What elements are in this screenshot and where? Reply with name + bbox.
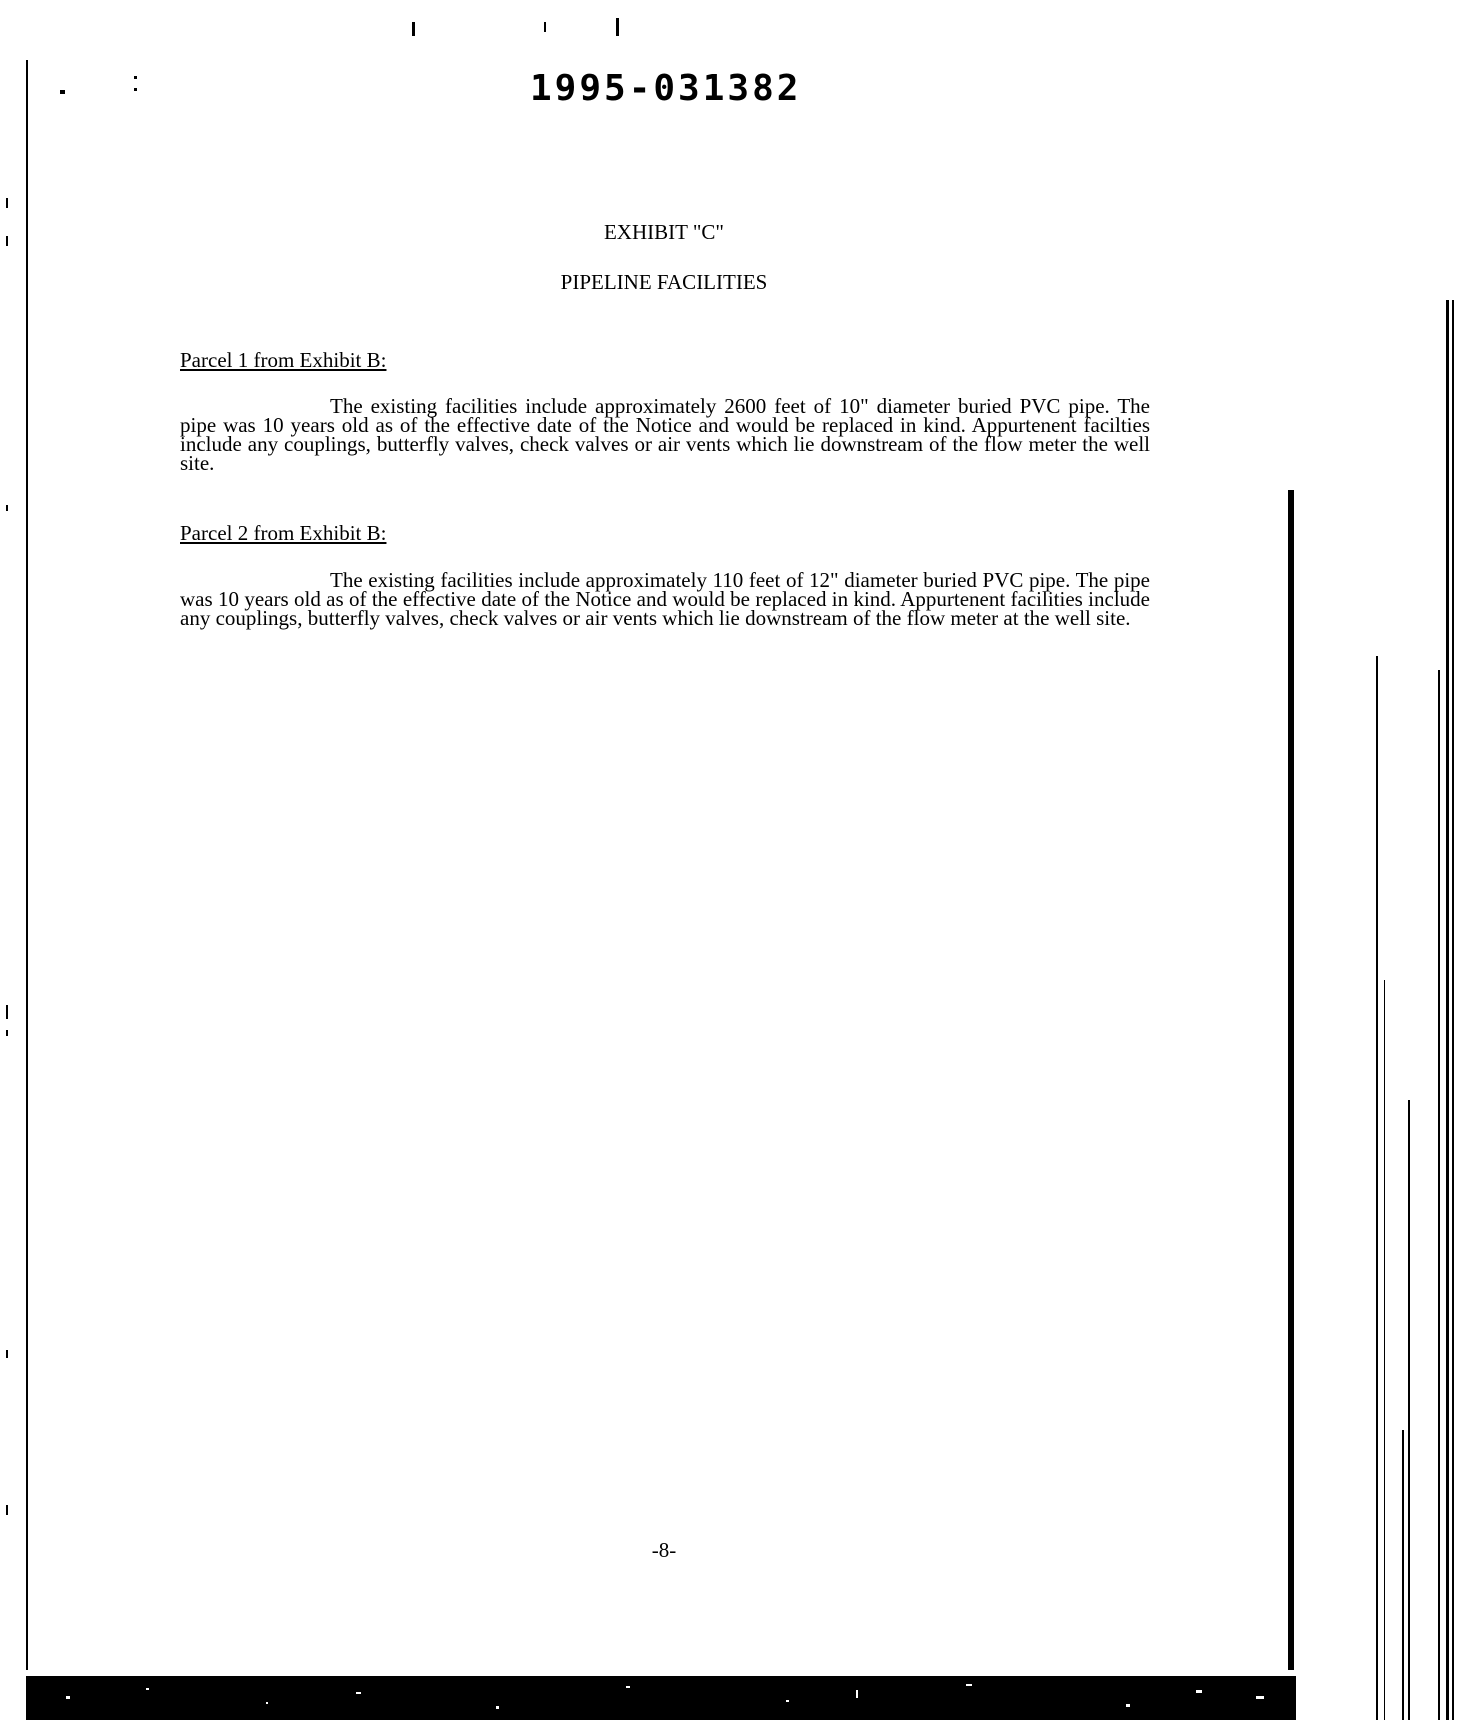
left-scan-edge xyxy=(26,60,28,1670)
scan-speck xyxy=(786,1700,789,1702)
right-scan-edge xyxy=(1408,1100,1410,1720)
right-scan-edge xyxy=(1452,300,1454,1720)
right-scan-edge xyxy=(1288,490,1294,1670)
exhibit-title: EXHIBIT "C" xyxy=(603,220,724,244)
exhibit-subtitle: PIPELINE FACILITIES xyxy=(560,270,768,294)
scan-speck xyxy=(134,76,137,79)
scan-speck xyxy=(6,1005,8,1019)
right-scan-edge xyxy=(1402,1430,1404,1720)
scan-speck xyxy=(266,1702,268,1704)
right-scan-edge xyxy=(1438,670,1440,1720)
scan-speck xyxy=(6,198,8,208)
scan-speck xyxy=(66,1696,70,1699)
bottom-scan-band xyxy=(26,1676,1296,1720)
scan-speck xyxy=(496,1706,499,1709)
parcel-1-heading: Parcel 1 from Exhibit B: xyxy=(180,348,387,372)
scan-speck xyxy=(1256,1696,1264,1699)
scan-speck xyxy=(356,1692,361,1694)
scan-speck xyxy=(626,1686,630,1688)
scan-speck xyxy=(616,18,619,36)
scan-speck xyxy=(1126,1704,1130,1707)
scan-speck xyxy=(6,505,8,511)
scan-speck xyxy=(856,1690,858,1698)
right-scan-edge xyxy=(1384,980,1385,1720)
scan-speck xyxy=(146,1688,149,1690)
scan-speck xyxy=(412,22,415,36)
scan-speck xyxy=(6,1505,8,1515)
parcel-1-body: The existing facilities include approximately 2600 feet of 10" diameter buried PVC pipe. The pipe was 10 years old as of the effective date of the Notice and would be replaced in kind. Appurtenent facilties include any couplings, butterfly valves, check valves or air vents which lie downstream of the flow meter the well site. xyxy=(180,394,1150,475)
scan-speck xyxy=(966,1684,972,1686)
scan-speck xyxy=(134,88,137,91)
document-number: 1995-031382 xyxy=(530,68,802,109)
scan-speck xyxy=(6,1350,8,1358)
scan-speck xyxy=(60,90,65,94)
parcel-2-body: The existing facilities include approximately 110 feet of 12" diameter buried PVC pipe. The pipe was 10 years old as of the effective date of the Notice and would be replaced in kind. Appurtenent facilities include any couplings, butterfly valves, check valves or air vents which lie downstream of the flow meter at the well site. xyxy=(180,568,1150,630)
scan-speck xyxy=(6,1030,8,1036)
scan-speck xyxy=(544,22,546,32)
right-scan-edge xyxy=(1376,656,1378,1720)
right-scan-edge xyxy=(1446,300,1449,1720)
page-number: -8- xyxy=(651,1538,677,1562)
parcel-2-heading: Parcel 2 from Exhibit B: xyxy=(180,521,387,545)
scan-speck xyxy=(1196,1690,1202,1693)
